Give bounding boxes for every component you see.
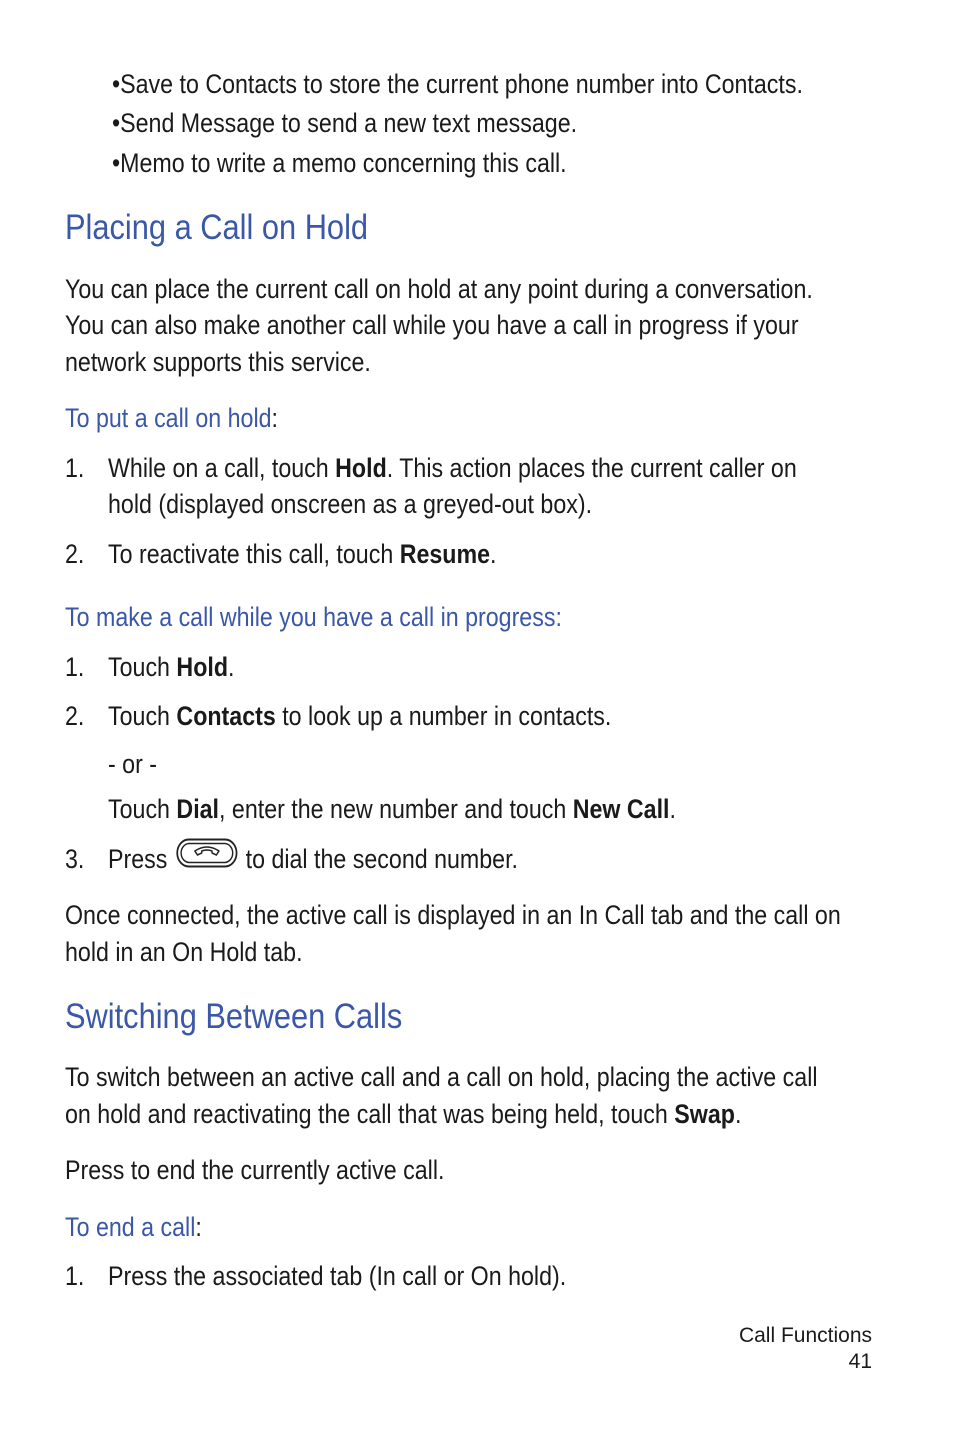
bullet-memo: •Memo to write a memo concerning this call. [112, 148, 567, 178]
after-connect-line-2: hold in an On Hold tab. [65, 937, 303, 967]
step-touch-dial-text: Touch Dial, enter the new number and touch New Call. [108, 794, 676, 824]
step-number: 3. [65, 844, 85, 874]
send-key-icon [176, 838, 238, 877]
subheading-end-a-call: To end a call: [65, 1212, 202, 1242]
step-touch-contacts-text: Touch Contacts to look up a number in contacts. [108, 701, 612, 731]
subheading-put-call-on-hold: To put a call on hold: [65, 403, 279, 433]
step-press-tab-text: Press the associated tab (In call or On hold). [108, 1261, 567, 1291]
step-hold-text-line-2: hold (displayed onscreen as a greyed-out box). [108, 489, 593, 519]
footer-page-number: 41 [848, 1350, 872, 1373]
footer-section-title: Call Functions [738, 1324, 872, 1347]
after-connect-line-1: Once connected, the active call is displayed in an In Call tab and the call on [65, 900, 841, 930]
step-number: 2. [65, 539, 85, 569]
switch-para-line-2: on hold and reactivating the call that was being held, touch Swap. [65, 1099, 742, 1129]
step-hold-text: While on a call, touch Hold. This action places the current caller on [108, 453, 797, 483]
heading-switching-between-calls: Switching Between Calls [65, 997, 403, 1036]
step-number: 1. [65, 453, 85, 483]
heading-placing-call-on-hold: Placing a Call on Hold [65, 208, 369, 247]
step-number: 2. [65, 701, 85, 731]
hold-intro-line-2: You can also make another call while you have a call in progress if your [65, 310, 799, 340]
bullet-save-to-contacts: •Save to Contacts to store the current phone number into Contacts. [112, 69, 803, 99]
step-number: 1. [65, 652, 85, 682]
bullet-send-message: •Send Message to send a new text message. [112, 108, 578, 138]
end-active-call-text: Press to end the currently active call. [65, 1155, 445, 1185]
step-touch-hold-text: Touch Hold. [108, 652, 235, 682]
hold-intro-line-3: network supports this service. [65, 347, 371, 377]
or-separator: - or - [108, 749, 158, 779]
switch-para-line-1: To switch between an active call and a call on hold, placing the active call [65, 1062, 818, 1092]
subheading-call-while-in-progress: To make a call while you have a call in progress: [65, 602, 562, 632]
step-press-send-text: Press to dial the second number. [108, 841, 518, 880]
step-resume-text: To reactivate this call, touch Resume. [108, 539, 497, 569]
step-number: 1. [65, 1261, 85, 1291]
hold-intro-line-1: You can place the current call on hold at any point during a conversation. [65, 274, 813, 304]
